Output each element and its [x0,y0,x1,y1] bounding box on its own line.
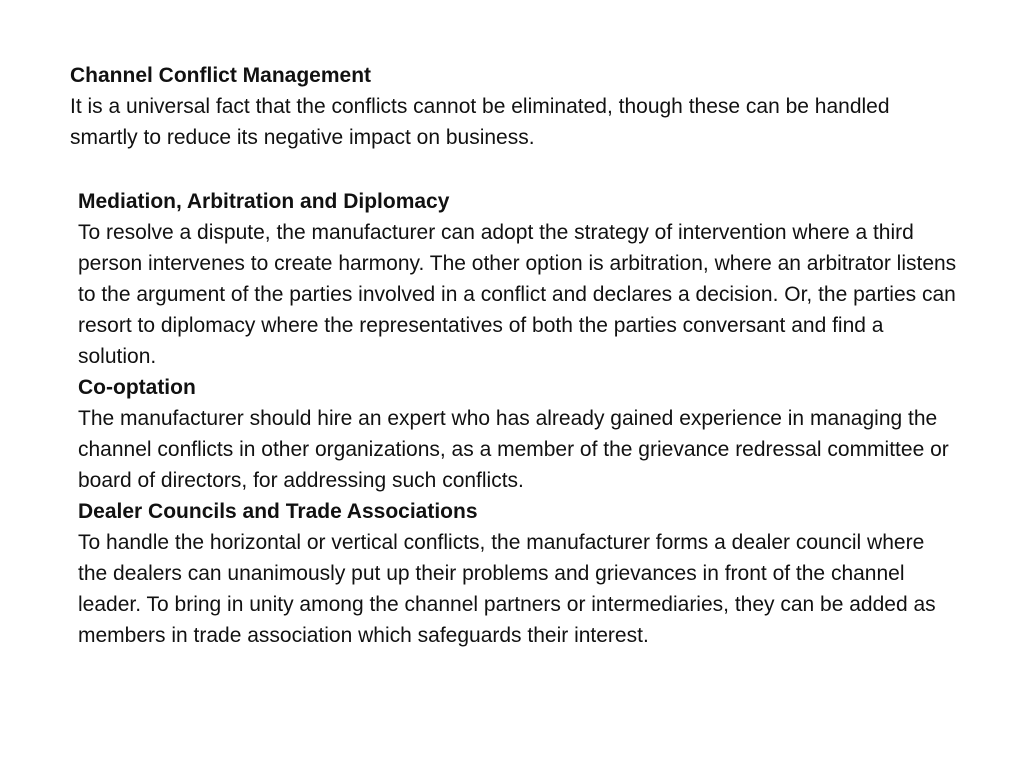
section-heading: Dealer Councils and Trade Associations [78,500,478,523]
sections-block [78,186,958,651]
section-paragraph: The manufacturer should hire an expert who has already gained experience in managing the channel conflicts in other organizations, as a member of the grievance redressal committee or board of directors, for addressing such conflicts. [78,407,949,492]
section-co-optation [78,372,958,496]
section-mediation [78,186,958,372]
slide-title: Channel Conflict Management [70,64,372,87]
section-heading: Co-optation [78,376,196,399]
section-paragraph: To resolve a dispute, the manufacturer can adopt the strategy of intervention where a third person intervenes to create harmony. The other option is arbitration, where an arbitrator listens to the argument of the parties involved in a conflict and declares a decision. Or, the parties can resort to diplomacy where the representatives of both the parties conversant and find a solution. [78,221,957,368]
section-paragraph: To handle the horizontal or vertical conflicts, the manufacturer forms a dealer council where the dealers can unanimously put up their problems and grievances in front of the channel leader. To bring in unity among the channel partners or intermediaries, they can be added as members in trade association which safeguards their interest. [78,531,936,647]
section-heading: Mediation, Arbitration and Diplomacy [78,190,450,213]
section-dealer-councils [78,496,958,651]
intro-block [70,60,950,153]
intro-paragraph: It is a universal fact that the conflicts cannot be eliminated, though these can be handled smartly to reduce its negative impact on business. [70,95,890,149]
